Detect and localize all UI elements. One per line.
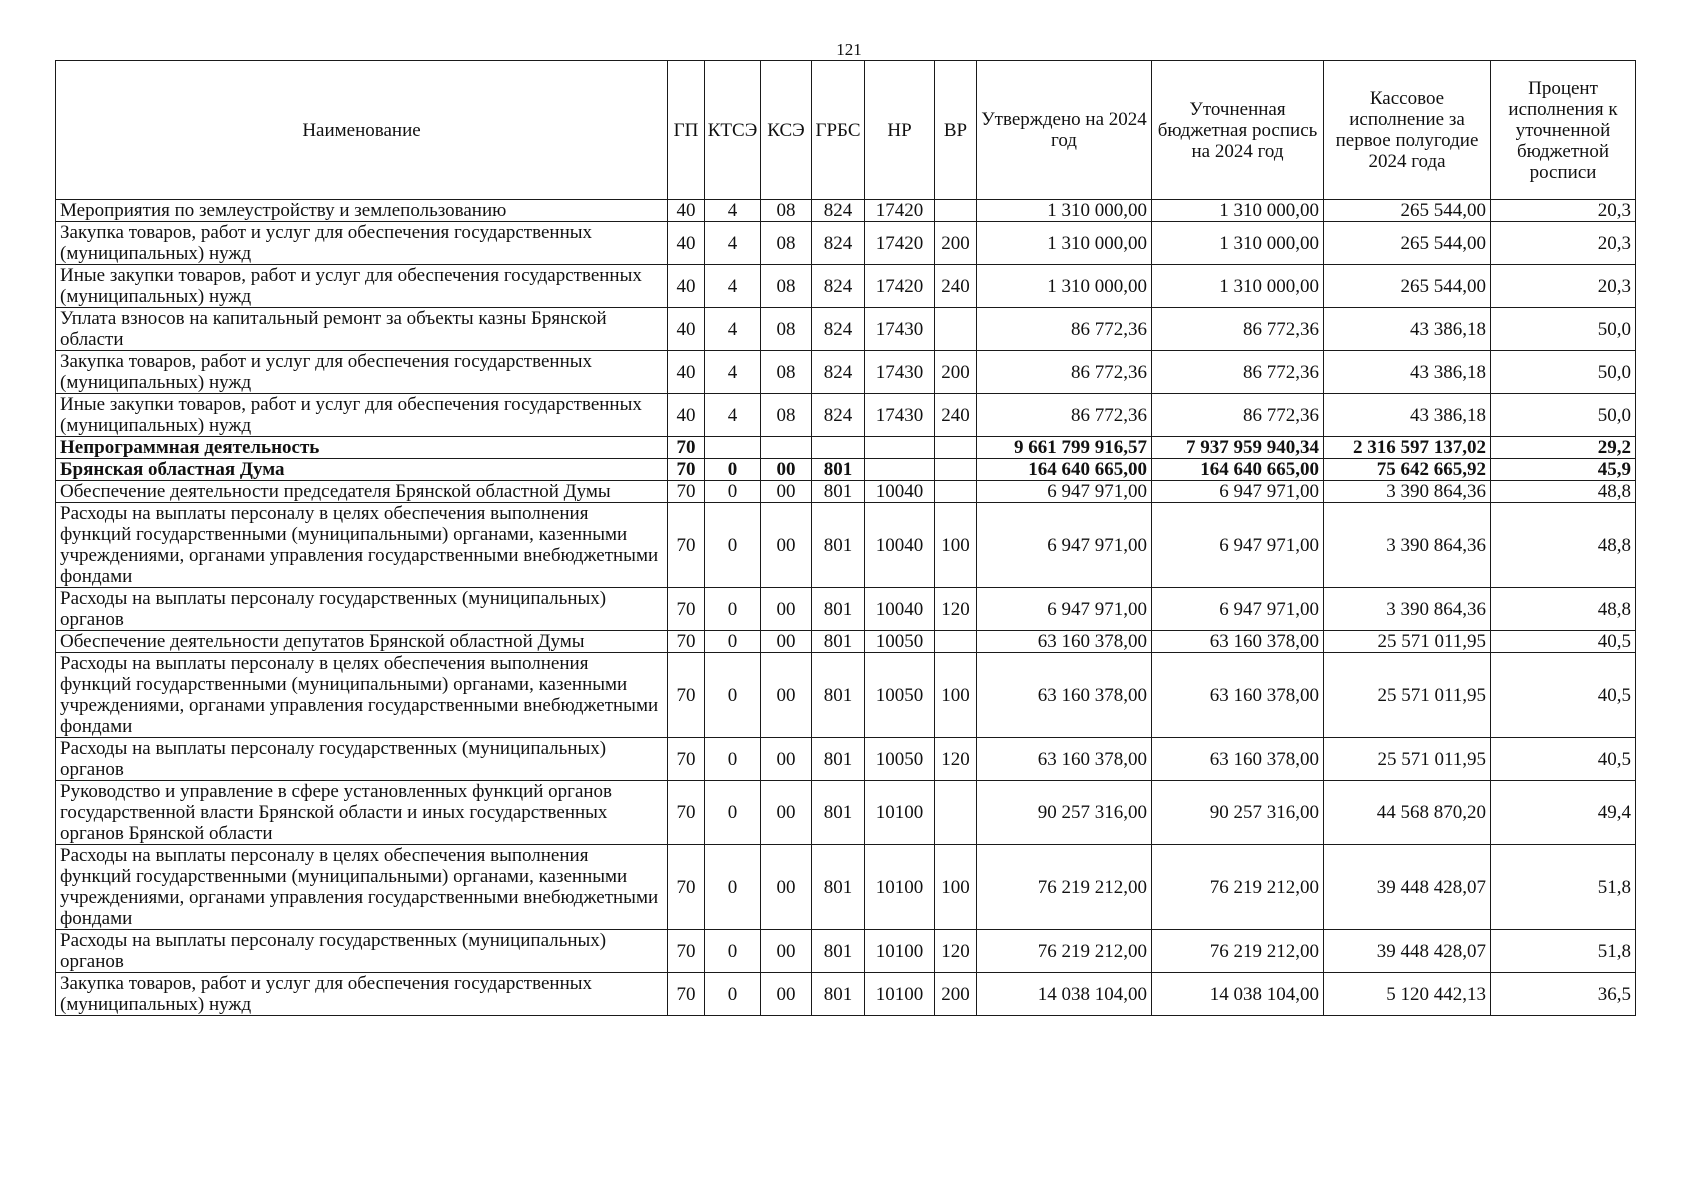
cell-cash: 39 448 428,07 xyxy=(1324,930,1491,973)
cell-gp: 40 xyxy=(668,265,705,308)
cell-percent: 36,5 xyxy=(1491,973,1636,1016)
cell-grbs: 824 xyxy=(812,351,865,394)
table-row xyxy=(56,351,1636,394)
cell-kse: 08 xyxy=(761,308,812,351)
header-grbs: ГРБС xyxy=(812,61,865,200)
table-row xyxy=(56,481,1636,503)
cell-approved: 14 038 104,00 xyxy=(977,973,1152,1016)
cell-revised: 1 310 000,00 xyxy=(1152,222,1324,265)
cell-kse: 00 xyxy=(761,973,812,1016)
cell-cash: 75 642 665,92 xyxy=(1324,459,1491,481)
cell-kse: 08 xyxy=(761,394,812,437)
cell-approved: 6 947 971,00 xyxy=(977,588,1152,631)
cell-ktse: 0 xyxy=(705,459,761,481)
cell-percent: 40,5 xyxy=(1491,653,1636,738)
cell-name: Иные закупки товаров, работ и услуг для обеспечения государственных (муниципальных) нужд xyxy=(56,265,668,308)
cell-nr: 17420 xyxy=(865,200,935,222)
cell-percent: 51,8 xyxy=(1491,930,1636,973)
cell-ktse: 0 xyxy=(705,973,761,1016)
table-body xyxy=(56,200,1636,1016)
cell-name: Руководство и управление в сфере установленных функций органов государственной власти Брянской области и иных государственных органов Брянской области xyxy=(56,781,668,845)
cell-nr: 17420 xyxy=(865,265,935,308)
cell-grbs: 824 xyxy=(812,265,865,308)
cell-revised: 7 937 959 940,34 xyxy=(1152,437,1324,459)
cell-nr: 17430 xyxy=(865,394,935,437)
cell-grbs: 801 xyxy=(812,930,865,973)
table-row xyxy=(56,973,1636,1016)
cell-nr xyxy=(865,437,935,459)
cell-vr: 200 xyxy=(935,973,977,1016)
cell-vr: 100 xyxy=(935,653,977,738)
page-number: 121 xyxy=(836,40,862,59)
cell-cash: 5 120 442,13 xyxy=(1324,973,1491,1016)
cell-gp: 70 xyxy=(668,503,705,588)
cell-ktse: 4 xyxy=(705,351,761,394)
table-row xyxy=(56,308,1636,351)
cell-gp: 70 xyxy=(668,631,705,653)
cell-percent: 45,9 xyxy=(1491,459,1636,481)
cell-revised: 76 219 212,00 xyxy=(1152,930,1324,973)
cell-vr: 200 xyxy=(935,222,977,265)
cell-gp: 70 xyxy=(668,481,705,503)
cell-cash: 265 544,00 xyxy=(1324,200,1491,222)
cell-kse: 00 xyxy=(761,588,812,631)
cell-gp: 40 xyxy=(668,351,705,394)
cell-grbs: 801 xyxy=(812,459,865,481)
header-vr: ВР xyxy=(935,61,977,200)
cell-vr xyxy=(935,459,977,481)
cell-kse: 00 xyxy=(761,738,812,781)
cell-revised: 63 160 378,00 xyxy=(1152,653,1324,738)
cell-revised: 63 160 378,00 xyxy=(1152,738,1324,781)
table-row xyxy=(56,738,1636,781)
cell-cash: 265 544,00 xyxy=(1324,222,1491,265)
cell-grbs: 824 xyxy=(812,222,865,265)
header-name: Наименование xyxy=(56,61,668,200)
cell-cash: 39 448 428,07 xyxy=(1324,845,1491,930)
cell-ktse: 0 xyxy=(705,481,761,503)
cell-kse: 08 xyxy=(761,200,812,222)
cell-name: Иные закупки товаров, работ и услуг для обеспечения государственных (муниципальных) нужд xyxy=(56,394,668,437)
table-row xyxy=(56,200,1636,222)
cell-name: Закупка товаров, работ и услуг для обеспечения государственных (муниципальных) нужд xyxy=(56,973,668,1016)
cell-revised: 90 257 316,00 xyxy=(1152,781,1324,845)
cell-nr: 10100 xyxy=(865,845,935,930)
cell-grbs xyxy=(812,437,865,459)
cell-nr: 10050 xyxy=(865,738,935,781)
cell-approved: 1 310 000,00 xyxy=(977,200,1152,222)
cell-name: Непрограммная деятельность xyxy=(56,437,668,459)
cell-name: Расходы на выплаты персоналу государственных (муниципальных) органов xyxy=(56,738,668,781)
table-row xyxy=(56,588,1636,631)
table-row xyxy=(56,265,1636,308)
cell-nr: 17430 xyxy=(865,308,935,351)
cell-gp: 70 xyxy=(668,930,705,973)
cell-nr: 10100 xyxy=(865,781,935,845)
cell-ktse: 0 xyxy=(705,845,761,930)
cell-approved: 86 772,36 xyxy=(977,351,1152,394)
table-row xyxy=(56,653,1636,738)
cell-approved: 86 772,36 xyxy=(977,394,1152,437)
cell-kse: 00 xyxy=(761,930,812,973)
cell-name: Расходы на выплаты персоналу государственных (муниципальных) органов xyxy=(56,588,668,631)
cell-nr: 10040 xyxy=(865,481,935,503)
cell-gp: 70 xyxy=(668,588,705,631)
cell-kse: 00 xyxy=(761,503,812,588)
cell-percent: 50,0 xyxy=(1491,308,1636,351)
table-row xyxy=(56,631,1636,653)
cell-cash: 43 386,18 xyxy=(1324,394,1491,437)
table-row xyxy=(56,503,1636,588)
cell-percent: 49,4 xyxy=(1491,781,1636,845)
cell-vr: 120 xyxy=(935,588,977,631)
cell-revised: 14 038 104,00 xyxy=(1152,973,1324,1016)
cell-nr: 10050 xyxy=(865,631,935,653)
header-nr: НР xyxy=(865,61,935,200)
cell-name: Расходы на выплаты персоналу в целях обеспечения выполнения функций государственными (муниципальными) органами, казенными учреждениями, органами управления государственными внебюджетными фондами xyxy=(56,503,668,588)
table-row xyxy=(56,845,1636,930)
table-row xyxy=(56,781,1636,845)
cell-nr: 17430 xyxy=(865,351,935,394)
cell-percent: 48,8 xyxy=(1491,588,1636,631)
header-percent: Процент исполнения к уточненной бюджетной росписи xyxy=(1491,61,1636,200)
cell-name: Расходы на выплаты персоналу в целях обеспечения выполнения функций государственными (муниципальными) органами, казенными учреждениями, органами управления государственными внебюджетными фондами xyxy=(56,845,668,930)
table-row xyxy=(56,394,1636,437)
cell-ktse: 0 xyxy=(705,930,761,973)
cell-vr xyxy=(935,481,977,503)
cell-vr: 100 xyxy=(935,845,977,930)
cell-name: Обеспечение деятельности депутатов Брянской областной Думы xyxy=(56,631,668,653)
cell-ktse: 0 xyxy=(705,781,761,845)
cell-gp: 70 xyxy=(668,437,705,459)
header-ktse: КТСЭ xyxy=(705,61,761,200)
cell-grbs: 801 xyxy=(812,973,865,1016)
cell-ktse: 0 xyxy=(705,738,761,781)
cell-grbs: 801 xyxy=(812,738,865,781)
cell-name: Уплата взносов на капитальный ремонт за объекты казны Брянской области xyxy=(56,308,668,351)
cell-approved: 86 772,36 xyxy=(977,308,1152,351)
cell-approved: 90 257 316,00 xyxy=(977,781,1152,845)
cell-approved: 76 219 212,00 xyxy=(977,845,1152,930)
cell-vr xyxy=(935,437,977,459)
cell-grbs: 824 xyxy=(812,200,865,222)
cell-kse: 00 xyxy=(761,631,812,653)
cell-grbs: 801 xyxy=(812,503,865,588)
cell-vr: 120 xyxy=(935,738,977,781)
cell-grbs: 801 xyxy=(812,631,865,653)
cell-revised: 1 310 000,00 xyxy=(1152,200,1324,222)
cell-nr: 10050 xyxy=(865,653,935,738)
cell-nr: 10100 xyxy=(865,973,935,1016)
cell-gp: 70 xyxy=(668,653,705,738)
cell-kse: 08 xyxy=(761,351,812,394)
cell-percent: 20,3 xyxy=(1491,222,1636,265)
cell-revised: 86 772,36 xyxy=(1152,394,1324,437)
cell-cash: 43 386,18 xyxy=(1324,351,1491,394)
cell-grbs: 801 xyxy=(812,588,865,631)
cell-approved: 76 219 212,00 xyxy=(977,930,1152,973)
cell-name: Закупка товаров, работ и услуг для обеспечения государственных (муниципальных) нужд xyxy=(56,351,668,394)
cell-percent: 48,8 xyxy=(1491,503,1636,588)
cell-vr xyxy=(935,308,977,351)
cell-approved: 1 310 000,00 xyxy=(977,265,1152,308)
cell-gp: 40 xyxy=(668,308,705,351)
cell-revised: 6 947 971,00 xyxy=(1152,481,1324,503)
table-row xyxy=(56,459,1636,481)
cell-revised: 164 640 665,00 xyxy=(1152,459,1324,481)
cell-ktse xyxy=(705,437,761,459)
cell-name: Расходы на выплаты персоналу в целях обеспечения выполнения функций государственными (муниципальными) органами, казенными учреждениями, органами управления государственными внебюджетными фондами xyxy=(56,653,668,738)
cell-grbs: 824 xyxy=(812,394,865,437)
cell-grbs: 801 xyxy=(812,845,865,930)
cell-revised: 6 947 971,00 xyxy=(1152,503,1324,588)
cell-percent: 51,8 xyxy=(1491,845,1636,930)
cell-name: Обеспечение деятельности председателя Брянской областной Думы xyxy=(56,481,668,503)
cell-cash: 43 386,18 xyxy=(1324,308,1491,351)
cell-name: Брянская областная Дума xyxy=(56,459,668,481)
cell-vr: 100 xyxy=(935,503,977,588)
cell-grbs: 801 xyxy=(812,481,865,503)
cell-cash: 25 571 011,95 xyxy=(1324,738,1491,781)
header-gp: ГП xyxy=(668,61,705,200)
cell-percent: 20,3 xyxy=(1491,265,1636,308)
cell-kse: 00 xyxy=(761,845,812,930)
cell-approved: 6 947 971,00 xyxy=(977,481,1152,503)
cell-cash: 44 568 870,20 xyxy=(1324,781,1491,845)
cell-cash: 3 390 864,36 xyxy=(1324,481,1491,503)
cell-ktse: 4 xyxy=(705,222,761,265)
header-cash: Кассовое исполнение за первое полугодие 2024 года xyxy=(1324,61,1491,200)
cell-name: Расходы на выплаты персоналу государственных (муниципальных) органов xyxy=(56,930,668,973)
header-revised: Уточненная бюджетная роспись на 2024 год xyxy=(1152,61,1324,200)
header-kse: КСЭ xyxy=(761,61,812,200)
cell-approved: 6 947 971,00 xyxy=(977,503,1152,588)
cell-gp: 40 xyxy=(668,222,705,265)
cell-cash: 25 571 011,95 xyxy=(1324,653,1491,738)
budget-table xyxy=(55,60,1636,1016)
cell-cash: 265 544,00 xyxy=(1324,265,1491,308)
cell-ktse: 4 xyxy=(705,265,761,308)
cell-revised: 76 219 212,00 xyxy=(1152,845,1324,930)
table-header-row xyxy=(56,61,1636,200)
cell-kse xyxy=(761,437,812,459)
cell-revised: 1 310 000,00 xyxy=(1152,265,1324,308)
cell-vr: 120 xyxy=(935,930,977,973)
cell-gp: 40 xyxy=(668,200,705,222)
cell-kse: 00 xyxy=(761,781,812,845)
table-row xyxy=(56,437,1636,459)
cell-nr: 10100 xyxy=(865,930,935,973)
cell-kse: 00 xyxy=(761,459,812,481)
cell-gp: 70 xyxy=(668,973,705,1016)
cell-nr: 10040 xyxy=(865,588,935,631)
cell-revised: 6 947 971,00 xyxy=(1152,588,1324,631)
cell-grbs: 801 xyxy=(812,653,865,738)
cell-cash: 3 390 864,36 xyxy=(1324,588,1491,631)
cell-nr: 17420 xyxy=(865,222,935,265)
cell-cash: 25 571 011,95 xyxy=(1324,631,1491,653)
cell-approved: 63 160 378,00 xyxy=(977,653,1152,738)
cell-grbs: 824 xyxy=(812,308,865,351)
cell-ktse: 4 xyxy=(705,308,761,351)
cell-grbs: 801 xyxy=(812,781,865,845)
cell-ktse: 0 xyxy=(705,503,761,588)
cell-cash: 3 390 864,36 xyxy=(1324,503,1491,588)
cell-ktse: 0 xyxy=(705,588,761,631)
cell-vr: 200 xyxy=(935,351,977,394)
cell-kse: 00 xyxy=(761,481,812,503)
cell-nr xyxy=(865,459,935,481)
header-approved: Утверждено на 2024 год xyxy=(977,61,1152,200)
cell-approved: 63 160 378,00 xyxy=(977,738,1152,781)
cell-percent: 40,5 xyxy=(1491,738,1636,781)
cell-kse: 00 xyxy=(761,653,812,738)
cell-revised: 86 772,36 xyxy=(1152,308,1324,351)
cell-gp: 70 xyxy=(668,845,705,930)
cell-ktse: 0 xyxy=(705,653,761,738)
cell-percent: 48,8 xyxy=(1491,481,1636,503)
table-row xyxy=(56,930,1636,973)
cell-gp: 70 xyxy=(668,738,705,781)
cell-kse: 08 xyxy=(761,222,812,265)
cell-percent: 29,2 xyxy=(1491,437,1636,459)
cell-nr: 10040 xyxy=(865,503,935,588)
cell-vr: 240 xyxy=(935,265,977,308)
cell-percent: 40,5 xyxy=(1491,631,1636,653)
cell-ktse: 0 xyxy=(705,631,761,653)
cell-name: Закупка товаров, работ и услуг для обеспечения государственных (муниципальных) нужд xyxy=(56,222,668,265)
cell-gp: 70 xyxy=(668,781,705,845)
table-row xyxy=(56,222,1636,265)
cell-percent: 50,0 xyxy=(1491,394,1636,437)
cell-percent: 50,0 xyxy=(1491,351,1636,394)
cell-name: Мероприятия по землеустройству и землепользованию xyxy=(56,200,668,222)
cell-revised: 86 772,36 xyxy=(1152,351,1324,394)
cell-vr: 240 xyxy=(935,394,977,437)
cell-approved: 63 160 378,00 xyxy=(977,631,1152,653)
cell-approved: 9 661 799 916,57 xyxy=(977,437,1152,459)
cell-vr xyxy=(935,631,977,653)
cell-approved: 1 310 000,00 xyxy=(977,222,1152,265)
cell-gp: 40 xyxy=(668,394,705,437)
cell-approved: 164 640 665,00 xyxy=(977,459,1152,481)
cell-kse: 08 xyxy=(761,265,812,308)
cell-percent: 20,3 xyxy=(1491,200,1636,222)
cell-revised: 63 160 378,00 xyxy=(1152,631,1324,653)
cell-ktse: 4 xyxy=(705,394,761,437)
cell-vr xyxy=(935,781,977,845)
cell-ktse: 4 xyxy=(705,200,761,222)
cell-vr xyxy=(935,200,977,222)
cell-cash: 2 316 597 137,02 xyxy=(1324,437,1491,459)
cell-gp: 70 xyxy=(668,459,705,481)
